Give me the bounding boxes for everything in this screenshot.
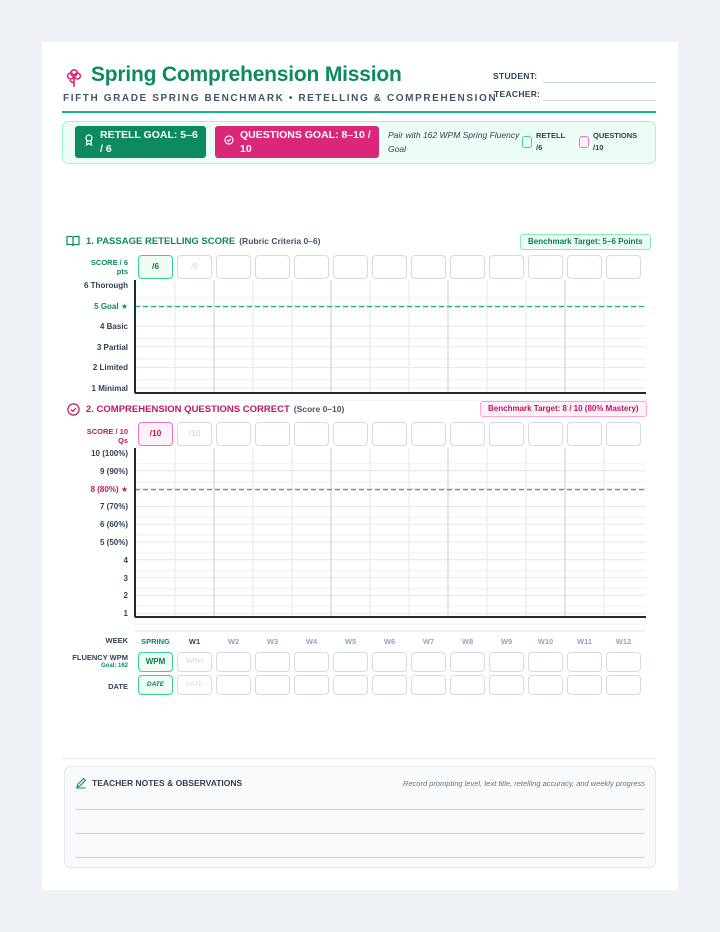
questions-chart-grid — [42, 42, 678, 642]
entry-cell[interactable] — [372, 675, 407, 695]
retell-target-badge: Benchmark Target: 5–6 Points — [520, 234, 651, 250]
y-axis-label: 2 Limited — [92, 363, 128, 373]
entry-cell[interactable] — [528, 652, 563, 672]
y-axis-label: 1 — [123, 609, 128, 619]
entry-cell[interactable] — [606, 652, 641, 672]
questions-goal-pill: QUESTIONS GOAL: 8–10 / 10 — [215, 126, 379, 158]
week-column-label: W4 — [305, 637, 318, 646]
entry-cell[interactable] — [333, 652, 368, 672]
notes-hint: Record prompting level, text title, retelling accuracy, and weekly progress — [402, 779, 645, 788]
entry-cell[interactable] — [450, 675, 485, 695]
y-axis-label: 2 — [123, 591, 128, 601]
score-cell[interactable]: /6 — [138, 255, 173, 279]
retell-score-label: SCORE / 6 pts — [90, 258, 128, 276]
y-axis-label: 5 (50%) — [99, 538, 128, 547]
fluency-row-label: FLUENCY WPM Goal: 162 — [72, 653, 128, 669]
week-column-label: W7 — [422, 637, 435, 646]
week-column-label: W3 — [266, 637, 279, 646]
notes-title: TEACHER NOTES & OBSERVATIONS — [92, 778, 243, 788]
y-axis-label: 7 (70%) — [99, 502, 128, 512]
week-column-label: W9 — [500, 637, 513, 646]
week-column-label: W12 — [615, 637, 632, 646]
questions-legend-label: QUESTIONS /10 — [593, 131, 638, 152]
pencil-icon — [75, 777, 87, 789]
week-column-label: W8 — [461, 637, 474, 646]
week-row-label: WEEK — [105, 636, 128, 645]
entry-cell[interactable] — [411, 675, 446, 695]
entry-cell[interactable] — [216, 675, 251, 695]
notes-line[interactable] — [75, 833, 645, 834]
y-axis-label: 4 — [123, 555, 128, 565]
entry-cell[interactable] — [411, 652, 446, 672]
week-column-label: SPRING — [141, 637, 170, 646]
entry-cell[interactable]: DATE — [177, 675, 212, 695]
retell-section-title: 1. PASSAGE RETELLING SCORE (Rubric Criteria 0–6) — [86, 236, 321, 247]
notes-line[interactable] — [75, 857, 645, 858]
entry-cell[interactable] — [294, 652, 329, 672]
y-axis-label: 1 Minimal — [91, 384, 128, 393]
y-axis-label: 8 (80%) ★ — [90, 484, 128, 494]
entry-cell[interactable] — [216, 652, 251, 672]
week-column-label: W2 — [227, 637, 240, 646]
entry-cell[interactable] — [489, 652, 524, 672]
entry-cell[interactable] — [450, 652, 485, 672]
y-axis-label: 6 Thorough — [84, 281, 128, 290]
entry-cell[interactable] — [567, 675, 602, 695]
y-axis-label: 4 Basic — [99, 322, 128, 332]
retell-legend-label: RETELL /6 — [536, 131, 566, 152]
y-axis-label: 10 (100%) — [91, 449, 128, 458]
questions-section-title: 2. COMPREHENSION QUESTIONS CORRECT (Score 0–10) — [86, 404, 345, 415]
y-axis-label: 5 Goal ★ — [94, 301, 128, 311]
week-column-label: W10 — [537, 637, 554, 646]
pair-note: Pair with 162 WPM Spring Fluency Goal — [388, 130, 520, 154]
week-column-label: W5 — [344, 637, 357, 646]
worksheet-page — [42, 42, 678, 890]
week-column-label: W11 — [576, 637, 592, 646]
entry-cell[interactable]: WPM — [177, 652, 212, 672]
y-axis-label: 9 (90%) — [99, 466, 128, 476]
y-axis-label: 3 — [123, 573, 128, 583]
score-cell[interactable]: /6 — [177, 255, 212, 279]
questions-target-badge: Benchmark Target: 8 / 10 (80% Mastery) — [480, 401, 647, 417]
entry-cell[interactable]: DATE — [138, 675, 173, 695]
page-subtitle: FIFTH GRADE SPRING BENCHMARK • RETELLING & COMPREHENSION — [63, 93, 498, 104]
teacher-label: TEACHER: — [494, 89, 541, 99]
notes-divider — [62, 758, 656, 759]
entry-cell[interactable]: WPM — [138, 652, 173, 672]
entry-cell[interactable] — [294, 675, 329, 695]
entry-cell[interactable] — [489, 675, 524, 695]
y-axis-label: 6 (60%) — [99, 520, 128, 530]
week-column-label: W6 — [383, 637, 396, 646]
entry-cell[interactable] — [528, 675, 563, 695]
entry-cell[interactable] — [567, 652, 602, 672]
page-title: Spring Comprehension Mission — [91, 63, 402, 86]
y-axis-label: 3 Partial — [96, 342, 128, 352]
entry-cell[interactable] — [606, 675, 641, 695]
notes-line[interactable] — [75, 809, 645, 810]
entry-cell[interactable] — [255, 675, 290, 695]
score-cell[interactable]: /10 — [138, 422, 173, 446]
retell-goal-pill: RETELL GOAL: 5–6 / 6 — [75, 126, 206, 158]
week-column-label: W1 — [188, 637, 201, 646]
student-label: STUDENT: — [493, 71, 538, 81]
questions-score-label: SCORE / 10 Qs — [86, 427, 128, 445]
entry-cell[interactable] — [333, 675, 368, 695]
date-row-label: DATE — [108, 682, 128, 691]
score-cell[interactable]: /10 — [177, 422, 212, 446]
entry-cell[interactable] — [372, 652, 407, 672]
entry-cell[interactable] — [255, 652, 290, 672]
